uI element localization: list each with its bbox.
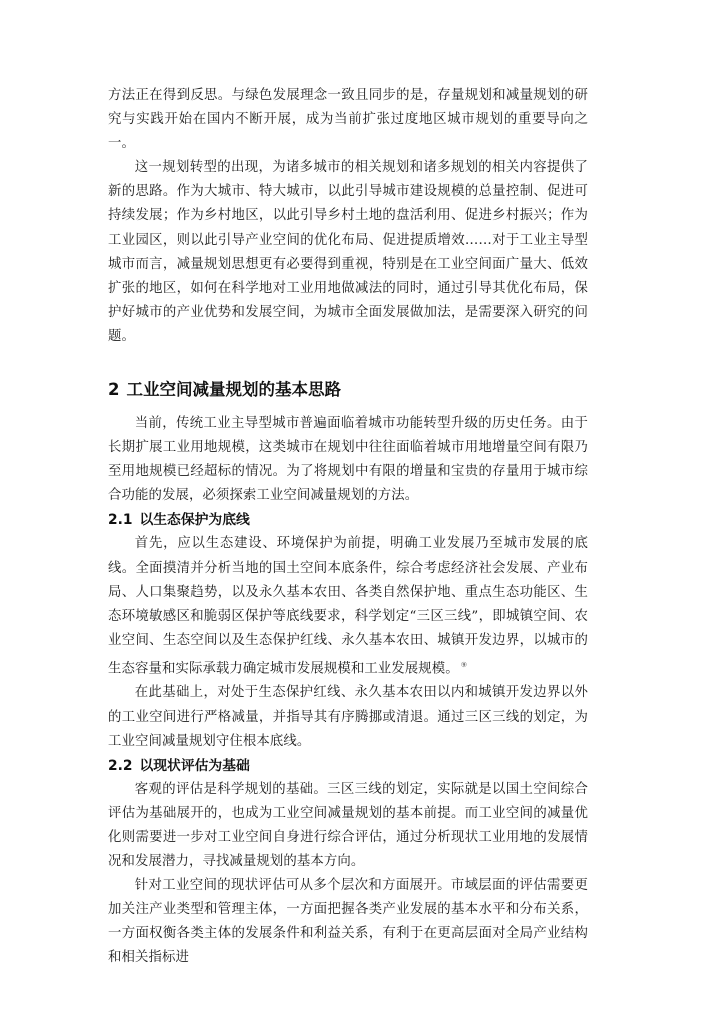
section-2-2-number: 2.2 xyxy=(108,757,133,774)
section-2-1-paragraph-2: 在此基础上，对处于生态保护红线、永久基本农田以内和城镇开发边界以外的工业空间进行严格减量，并指导其有序腾挪或清退。通过三区三线的划定，为工业空间减量规划守住根本底线。 xyxy=(108,685,588,749)
section-2-2-heading xyxy=(108,756,588,776)
section-2-paragraph-1: 当前，传统工业主导型城市普遍面临着城市功能转型升级的历史任务。由于长期扩展工业用地规模，这类城市在规划中往往面临着城市用地增量空间有限乃至用地规模已经超标的情况。为了将规划中有限的增量和宝贵的存量用于城市综合功能的发展，必须探索工业空间减量规划的方法。 xyxy=(108,416,588,504)
section-2-1-heading xyxy=(108,510,588,530)
section-2-heading xyxy=(108,379,588,401)
section-2-2-paragraph-1: 客观的评估是科学规划的基础。三区三线的划定，实际就是以国土空间综合评估为基础展开的，也成为工业空间减量规划的基本前提。而工业空间的减量优化则需要进一步对工业空间自身进行综合评估，通过分析现状工业用地的发展情况和发展潜力，寻找减量规划的基本方向。 xyxy=(108,781,588,869)
section-2-title: 工业空间减量规划的基本思路 xyxy=(126,380,341,400)
intro-paragraph-1: 方法正在得到反思。与绿色发展理念一致且同步的是，存量规划和减量规划的研究与实践开始在国内不断开展，成为当前扩张过度地区城市规划的重要导向之一。 xyxy=(108,88,588,152)
section-2-1-paragraph-1-text: 首先，应以生态建设、环境保护为前提，明确工业发展乃至城市发展的底线。全面摸清并分析当地的国土空间本底条件，综合考虑经济社会发展、产业布局、人口集聚趋势，以及永久基本农田、各类自然保护地、重点生态功能区、生态环境敏感区和脆弱区保护等底线要求，科学划定“三区三线”，即城镇空间、农业空间、生态空间以及生态保护红线、永久基本农田、城镇开发边界，以城市的生态容量和实际承载力确定城市发展规模和工业发展规模。 xyxy=(108,536,588,677)
section-2-1-number: 2.1 xyxy=(108,512,133,529)
section-2-2-paragraph-2: 针对工业空间的现状评估可从多个层次和方面展开。市域层面的评估需要更加关注产业类型和管理主体，一方面把握各类产业发展的基本水平和分布关系，一方面权衡各类主体的发展条件和利益关系，有利于在更高层面对全局产业结构和相关指标进 xyxy=(108,878,588,966)
section-2-1-paragraph-1 xyxy=(108,532,588,681)
section-2-2-title: 以现状评估为基础 xyxy=(139,757,250,774)
intro-paragraph-2: 这一规划转型的出现，为诸多城市的相关规划和诸多规划的相关内容提供了新的思路。作为大城市、特大城市，以此引导城市建设规模的总量控制、促进可持续发展；作为乡村地区，以此引导乡村土地的盘活利用、促进乡村振兴；作为工业园区，则以此引导产业空间的优化布局、促进提质增效……对于工业主导型城市而言，减量规划思想更有必要得到重视，特别是在工业空间面广量大、低效扩张的地区，如何在科学地对工业用地做减法的同时，通过引导其优化布局，保护好城市的产业优势和发展空间，为城市全面发展做加法，是需要深入研究的问题。 xyxy=(108,160,588,344)
footnote-marker[interactable]: ⑨ xyxy=(460,660,468,669)
section-2-1-title: 以生态保护为底线 xyxy=(139,512,250,529)
document-page xyxy=(108,84,588,970)
section-2-number: 2 xyxy=(108,380,120,400)
